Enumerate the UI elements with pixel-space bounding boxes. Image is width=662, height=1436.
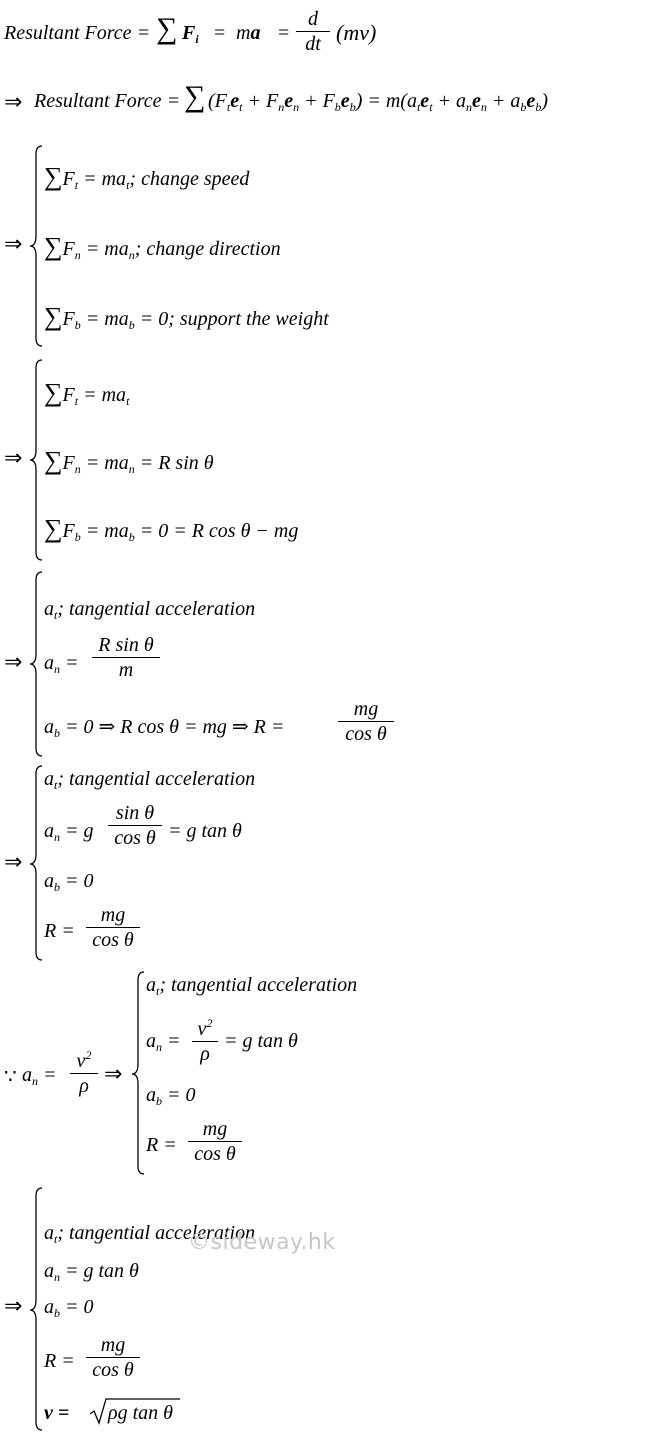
tangential-acceleration-row: $a_t$; tangential acceleration — [44, 1222, 256, 1246]
binormal-force-row: $\sum F_b = ma_b = 0 = R$ cos θ − mg — [44, 514, 299, 544]
equals-sign: = — [138, 22, 150, 44]
equation-block-3 — [0, 568, 662, 758]
resultant-force-label: Resultant Force — [34, 90, 162, 112]
binormal-acceleration-row: $a_b = 0$ — [146, 1084, 196, 1108]
mg-over-cos-fraction: mg cos θ — [338, 698, 394, 745]
normal-acceleration-row: $a_n = g$ tan θ — [44, 1260, 139, 1284]
left-brace — [28, 1186, 44, 1432]
implies-arrow: ⇒ — [4, 446, 23, 471]
equals-sign: = — [214, 22, 226, 44]
implies-arrow: ⇒ — [4, 650, 23, 675]
binormal-acceleration-row: $a_b = 0$ — [44, 870, 94, 894]
equation-block-6 — [0, 1184, 662, 1434]
binormal-force-row: $\sum F_b = ma_b = 0$; support the weight — [44, 302, 329, 332]
equals-sign: = — [168, 90, 180, 112]
equation-block-5 — [0, 968, 662, 1178]
implies-arrow: ⇒ — [4, 90, 23, 115]
tangential-acceleration-row: $a_t$; tangential acceleration — [146, 974, 358, 998]
left-brace — [28, 570, 44, 758]
radius-label: R = — [146, 1134, 177, 1156]
mg-over-cos-fraction: mg cos θ — [86, 1334, 140, 1381]
radius-label: R = — [44, 920, 75, 942]
g-tan-theta: = g tan θ — [224, 1030, 298, 1052]
left-brace — [28, 144, 44, 348]
mg-over-cos-fraction: mg cos θ — [86, 904, 140, 951]
components-sum: $(F_te_t + F_ne_n + F_be_b) = m(a_te_t + a_ne_n + a_be_b)$ — [208, 90, 548, 114]
sum-symbol: ∑ — [156, 12, 178, 45]
sum-symbol: ∑ — [184, 80, 206, 113]
binormal-acceleration-row: $a_b = 0$ — [44, 1296, 94, 1320]
because-symbol: ∵ — [4, 1066, 17, 1088]
g-tan-theta: = g tan θ — [168, 820, 242, 842]
momentum-term: (mv) — [336, 20, 377, 45]
implies-arrow: ⇒ — [4, 850, 23, 875]
tangential-force-row: $\sum F_t = ma_t$; change speed — [44, 162, 250, 192]
sin-over-cos-fraction: sin θ cos θ — [108, 802, 162, 849]
equation-block-1 — [0, 142, 662, 350]
left-brace — [28, 764, 44, 962]
left-brace — [28, 358, 44, 562]
implies-arrow: ⇒ — [4, 232, 23, 257]
equation-line-2 — [0, 80, 662, 130]
equation-line-1 — [0, 0, 662, 70]
resultant-force-label: Resultant Force — [4, 22, 132, 44]
force-vector: $F_i$ — [182, 22, 199, 46]
r-sin-over-m-fraction: R sin θ m — [92, 634, 160, 681]
normal-force-row: $\sum F_n = ma_n$; change direction — [44, 232, 281, 262]
velocity-label: v = — [44, 1402, 70, 1424]
ma-term: ma — [236, 22, 261, 44]
normal-acceleration-label: $a_n = g$ — [44, 820, 94, 844]
v-squared-over-rho-fraction: $v^2$ ρ — [192, 1012, 218, 1065]
v-squared-over-rho-fraction: $v^2$ ρ — [70, 1044, 98, 1097]
normal-acceleration-label: $a_n$ = — [22, 1064, 57, 1088]
equation-block-4 — [0, 762, 662, 962]
implies-arrow: ⇒ — [4, 1294, 23, 1319]
equation-block-2 — [0, 356, 662, 562]
normal-acceleration-row: $a_n$ = — [146, 1030, 181, 1054]
normal-acceleration-label: $a_n$ = — [44, 652, 79, 676]
radicand: ρg tan θ — [108, 1402, 173, 1424]
mg-over-cos-fraction: mg cos θ — [188, 1118, 242, 1165]
binormal-acceleration-row: $a_b = 0$ ⇒ R cos θ = mg ⇒ R = — [44, 716, 285, 740]
tangential-acceleration-row: $a_t$; tangential acceleration — [44, 598, 256, 622]
normal-force-row: $\sum F_n = ma_n = R$ sin θ — [44, 446, 214, 476]
radius-label: R = — [44, 1350, 75, 1372]
tangential-force-row: $\sum F_t = ma_t$ — [44, 378, 130, 408]
derivative-fraction: d dt — [296, 8, 330, 55]
implies-arrow: ⇒ — [104, 1062, 123, 1087]
equals-sign: = — [278, 22, 290, 44]
watermark-text: ©sideway.hk — [188, 1230, 336, 1255]
tangential-acceleration-row: $a_t$; tangential acceleration — [44, 768, 256, 792]
left-brace — [130, 970, 146, 1176]
